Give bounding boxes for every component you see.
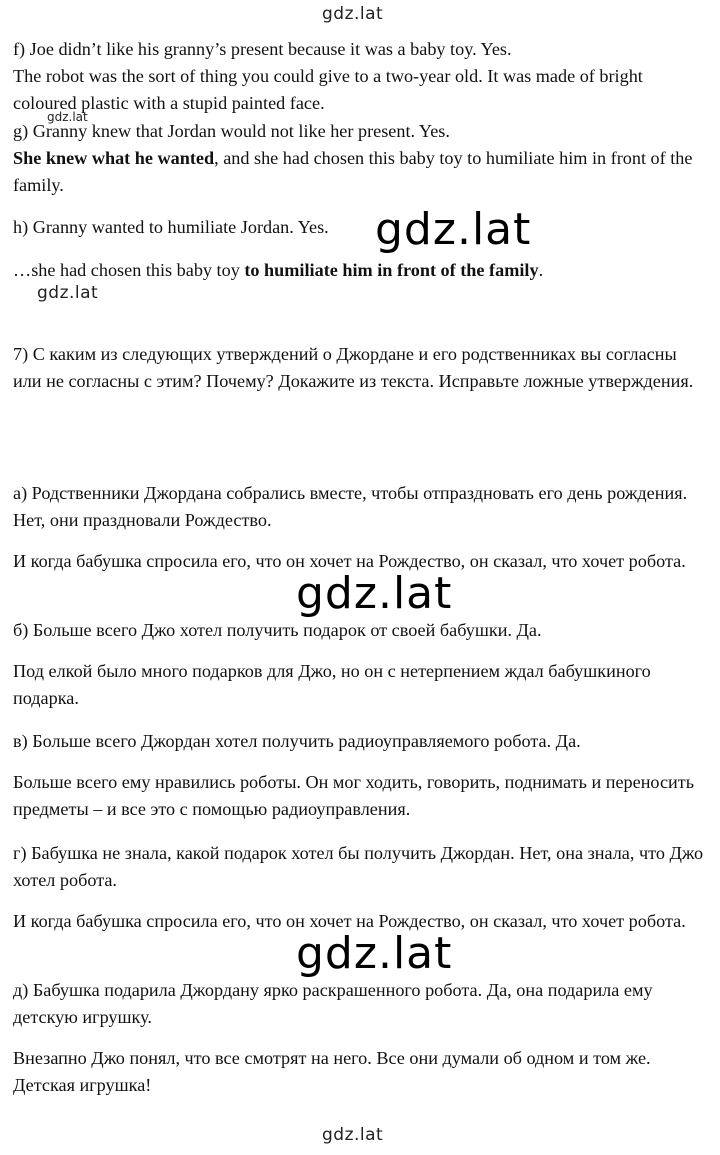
item-h-answer-end: .	[538, 260, 544, 280]
item-v-answer: Больше всего ему нравились роботы. Он мог ходить, говорить, поднимать и переносить предметы – и все это с помощью радиоуправления.	[13, 772, 695, 819]
item-h-question: h) Granny wanted to humiliate Jordan. Yes.	[13, 217, 329, 237]
item-g-answer-bold: She knew what he wanted	[13, 148, 215, 168]
watermark-tiny: gdz.lat	[47, 110, 88, 124]
item-d-answer: Внезапно Джо понял, что все смотрят на него. Все они думали об одном и том же. Детская игрушка!	[13, 1048, 651, 1095]
item-g-ru-answer: И когда бабушка спросила его, что он хочет на Рождество, он сказал, что хочет робота.	[13, 911, 686, 931]
item-g-answer-rest: , and she had chosen this baby toy to humiliate him in front of the family.	[13, 148, 693, 195]
item-a-question: а) Родственники Джордана собрались вместе, чтобы отпраздновать его день рождения. Нет, они праздновали Рождество.	[13, 483, 688, 530]
item-b-answer: Под елкой было много подарков для Джо, но он с нетерпением ждал бабушкиного подарка.	[13, 661, 651, 708]
item-v-question: в) Больше всего Джордан хотел получить радиоуправляемого робота. Да.	[13, 731, 581, 751]
item-f-answer: The robot was the sort of thing you could give to a two-year old. It was made of bright coloured plastic with a stupid painted face.	[13, 66, 643, 113]
item-b-question: б) Больше всего Джо хотел получить подарок от своей бабушки. Да.	[13, 620, 542, 640]
watermark-big-1: gdz.lat	[375, 204, 532, 255]
item-g-ru-question: г) Бабушка не знала, какой подарок хотел бы получить Джордан. Нет, она знала, что Джо хотел робота.	[13, 843, 704, 890]
item-a-answer: И когда бабушка спросила его, что он хочет на Рождество, он сказал, что хочет робота.	[13, 551, 686, 571]
item-h-answer-start: …she had chosen this baby toy	[13, 260, 245, 280]
item-h-answer-bold: to humiliate him in front of the family	[244, 260, 539, 280]
item-g-question: g) Granny knew that Jordan would not like her present. Yes.	[13, 121, 450, 141]
watermark-big-2: gdz.lat	[296, 568, 453, 619]
task-7: 7) С каким из следующих утверждений о Джордане и его родственниках вы согласны или не согласны с этим? Почему? Докажите из текста. Исправьте ложные утверждения.	[13, 344, 694, 391]
watermark-big-3: gdz.lat	[296, 928, 453, 979]
watermark-mid: gdz.lat	[37, 283, 99, 303]
item-h-answer	[13, 257, 708, 284]
item-g-answer	[13, 145, 708, 199]
watermark-bottom: gdz.lat	[322, 1125, 384, 1145]
item-f-question: f) Joe didn’t like his granny’s present because it was a baby toy. Yes.	[13, 39, 512, 59]
item-d-question: д) Бабушка подарила Джордану ярко раскрашенного робота. Да, она подарила ему детскую игрушку.	[13, 980, 653, 1027]
watermark-top: gdz.lat	[322, 4, 384, 24]
